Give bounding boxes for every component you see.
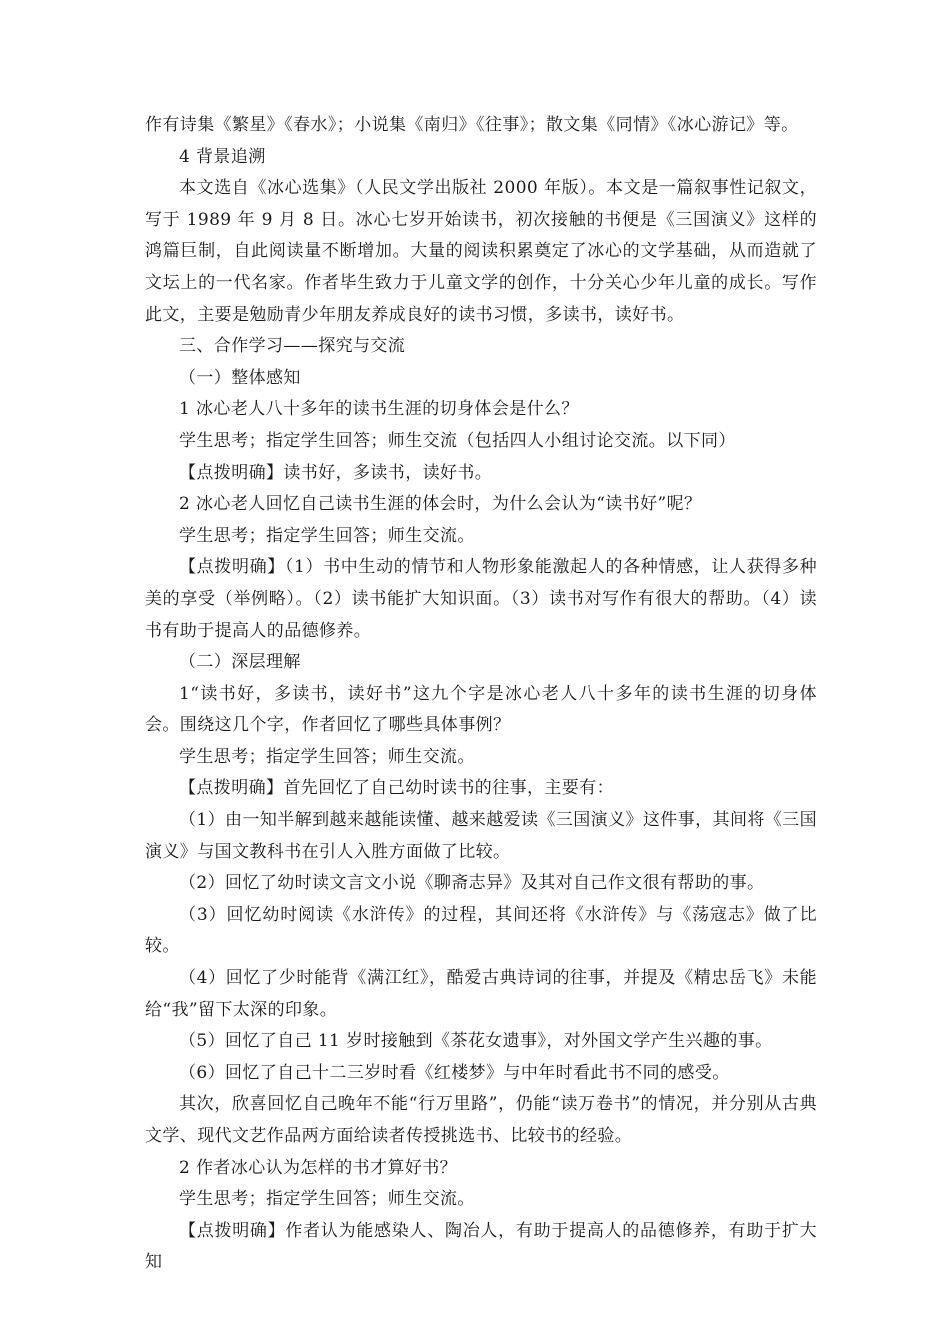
paragraph-secondly: 其次，欣喜回忆自己晚年不能“行万里路”，仍能“读万卷书”的情况，并分别从古典文学、现代文艺作品两方面给读者传授挑选书、比较书的经验。 (145, 1094, 817, 1146)
list-item: （6）回忆了自己十二三岁时看《红楼梦》与中年时看此书不同的感受。 (179, 1062, 730, 1083)
document-body (145, 110, 817, 1279)
answer-2: 【点拨明确】（1）书中生动的情节和人物形象能激起人的各种情感，让人获得多种美的享受（举例略）。（2）读书能扩大知识面。（3）读书对写作有很大的帮助。（4）读书有助于提高人的品德修养。 (145, 557, 817, 641)
activity-note: 学生思考；指定学生回答；师生交流。 (179, 525, 475, 546)
list-item: （4）回忆了少时能背《满江红》，酷爱古典诗词的往事，并提及《精忠岳飞》未能给“我”留下太深的印象。 (145, 968, 817, 1020)
list-item: （1）由一知半解到越来越能读懂、越来越爱读《三国演义》这件事，其间将《三国演义》与国文教科书在引人入胜方面做了比较。 (145, 810, 817, 862)
activity-note: 学生思考；指定学生回答；师生交流（包括四人小组讨论交流。以下同） (179, 430, 736, 451)
deep-question-2: 2 作者冰心认为怎样的书才算好书？ (179, 1157, 458, 1178)
paragraph-author-works: 作有诗集《繁星》《春水》；小说集《南归》《往事》；散文集《同情》《冰心游记》等。 (145, 115, 799, 135)
deep-answer-2: 【点拨明确】作者认为能感染人、陶冶人，有助于提高人的品德修养，有助于扩大知 (145, 1220, 817, 1273)
deep-question-1: 1“读书好，多读书，读好书”这九个字是冰心老人八十多年的读书生涯的切身体会。围绕这几个字，作者回忆了哪些具体事例？ (145, 683, 817, 736)
subsection-heading-overall: （一）整体感知 (179, 367, 301, 388)
list-item: （3）回忆幼时阅读《水浒传》的过程，其间还将《水浒传》与《荡寇志》做了比较。 (145, 904, 817, 957)
paragraph-background: 本文选自《冰心选集》（人民文学出版社 2000 年版）。本文是一篇叙事性记叙文，写于 1989 年 9 月 8 日。冰心七岁开始读书，初次接触的书便是《三国演义》这样的鸿篇巨制，自此阅读量不断增加。大量的阅读积累奠定了冰心的文学基础，从而造就了文坛上的一代名家。作者毕生致力于儿童文学的创作，十分关心少年儿童的成长。写作此文，主要是勉励青少年朋友养成良好的读书习惯，多读书，读好书。 (145, 178, 817, 325)
list-item: （5）回忆了自己 11 岁时接触到《茶花女遗事》，对外国文学产生兴趣的事。 (179, 1031, 773, 1052)
activity-note: 学生思考；指定学生回答；师生交流。 (179, 1189, 475, 1210)
list-item: （2）回忆了幼时读文言文小说《聊斋志异》及其对自己作文很有帮助的事。 (179, 873, 765, 894)
answer-1: 【点拨明确】读书好，多读书，读好书。 (179, 462, 493, 483)
activity-note: 学生思考；指定学生回答；师生交流。 (179, 746, 475, 767)
deep-answer-1-intro: 【点拨明确】首先回忆了自己幼时读书的往事，主要有： (179, 778, 614, 799)
subsection-heading-deep: （二）深层理解 (179, 652, 301, 673)
heading-background: 4 背景追溯 (179, 146, 266, 167)
question-1: 1 冰心老人八十多年的读书生涯的切身体会是什么？ (179, 399, 579, 420)
question-2: 2 冰心老人回忆自己读书生涯的体会时，为什么会认为“读书好”呢？ (179, 494, 702, 515)
section-heading-cooperative-learning: 三、合作学习——探究与交流 (179, 336, 406, 357)
